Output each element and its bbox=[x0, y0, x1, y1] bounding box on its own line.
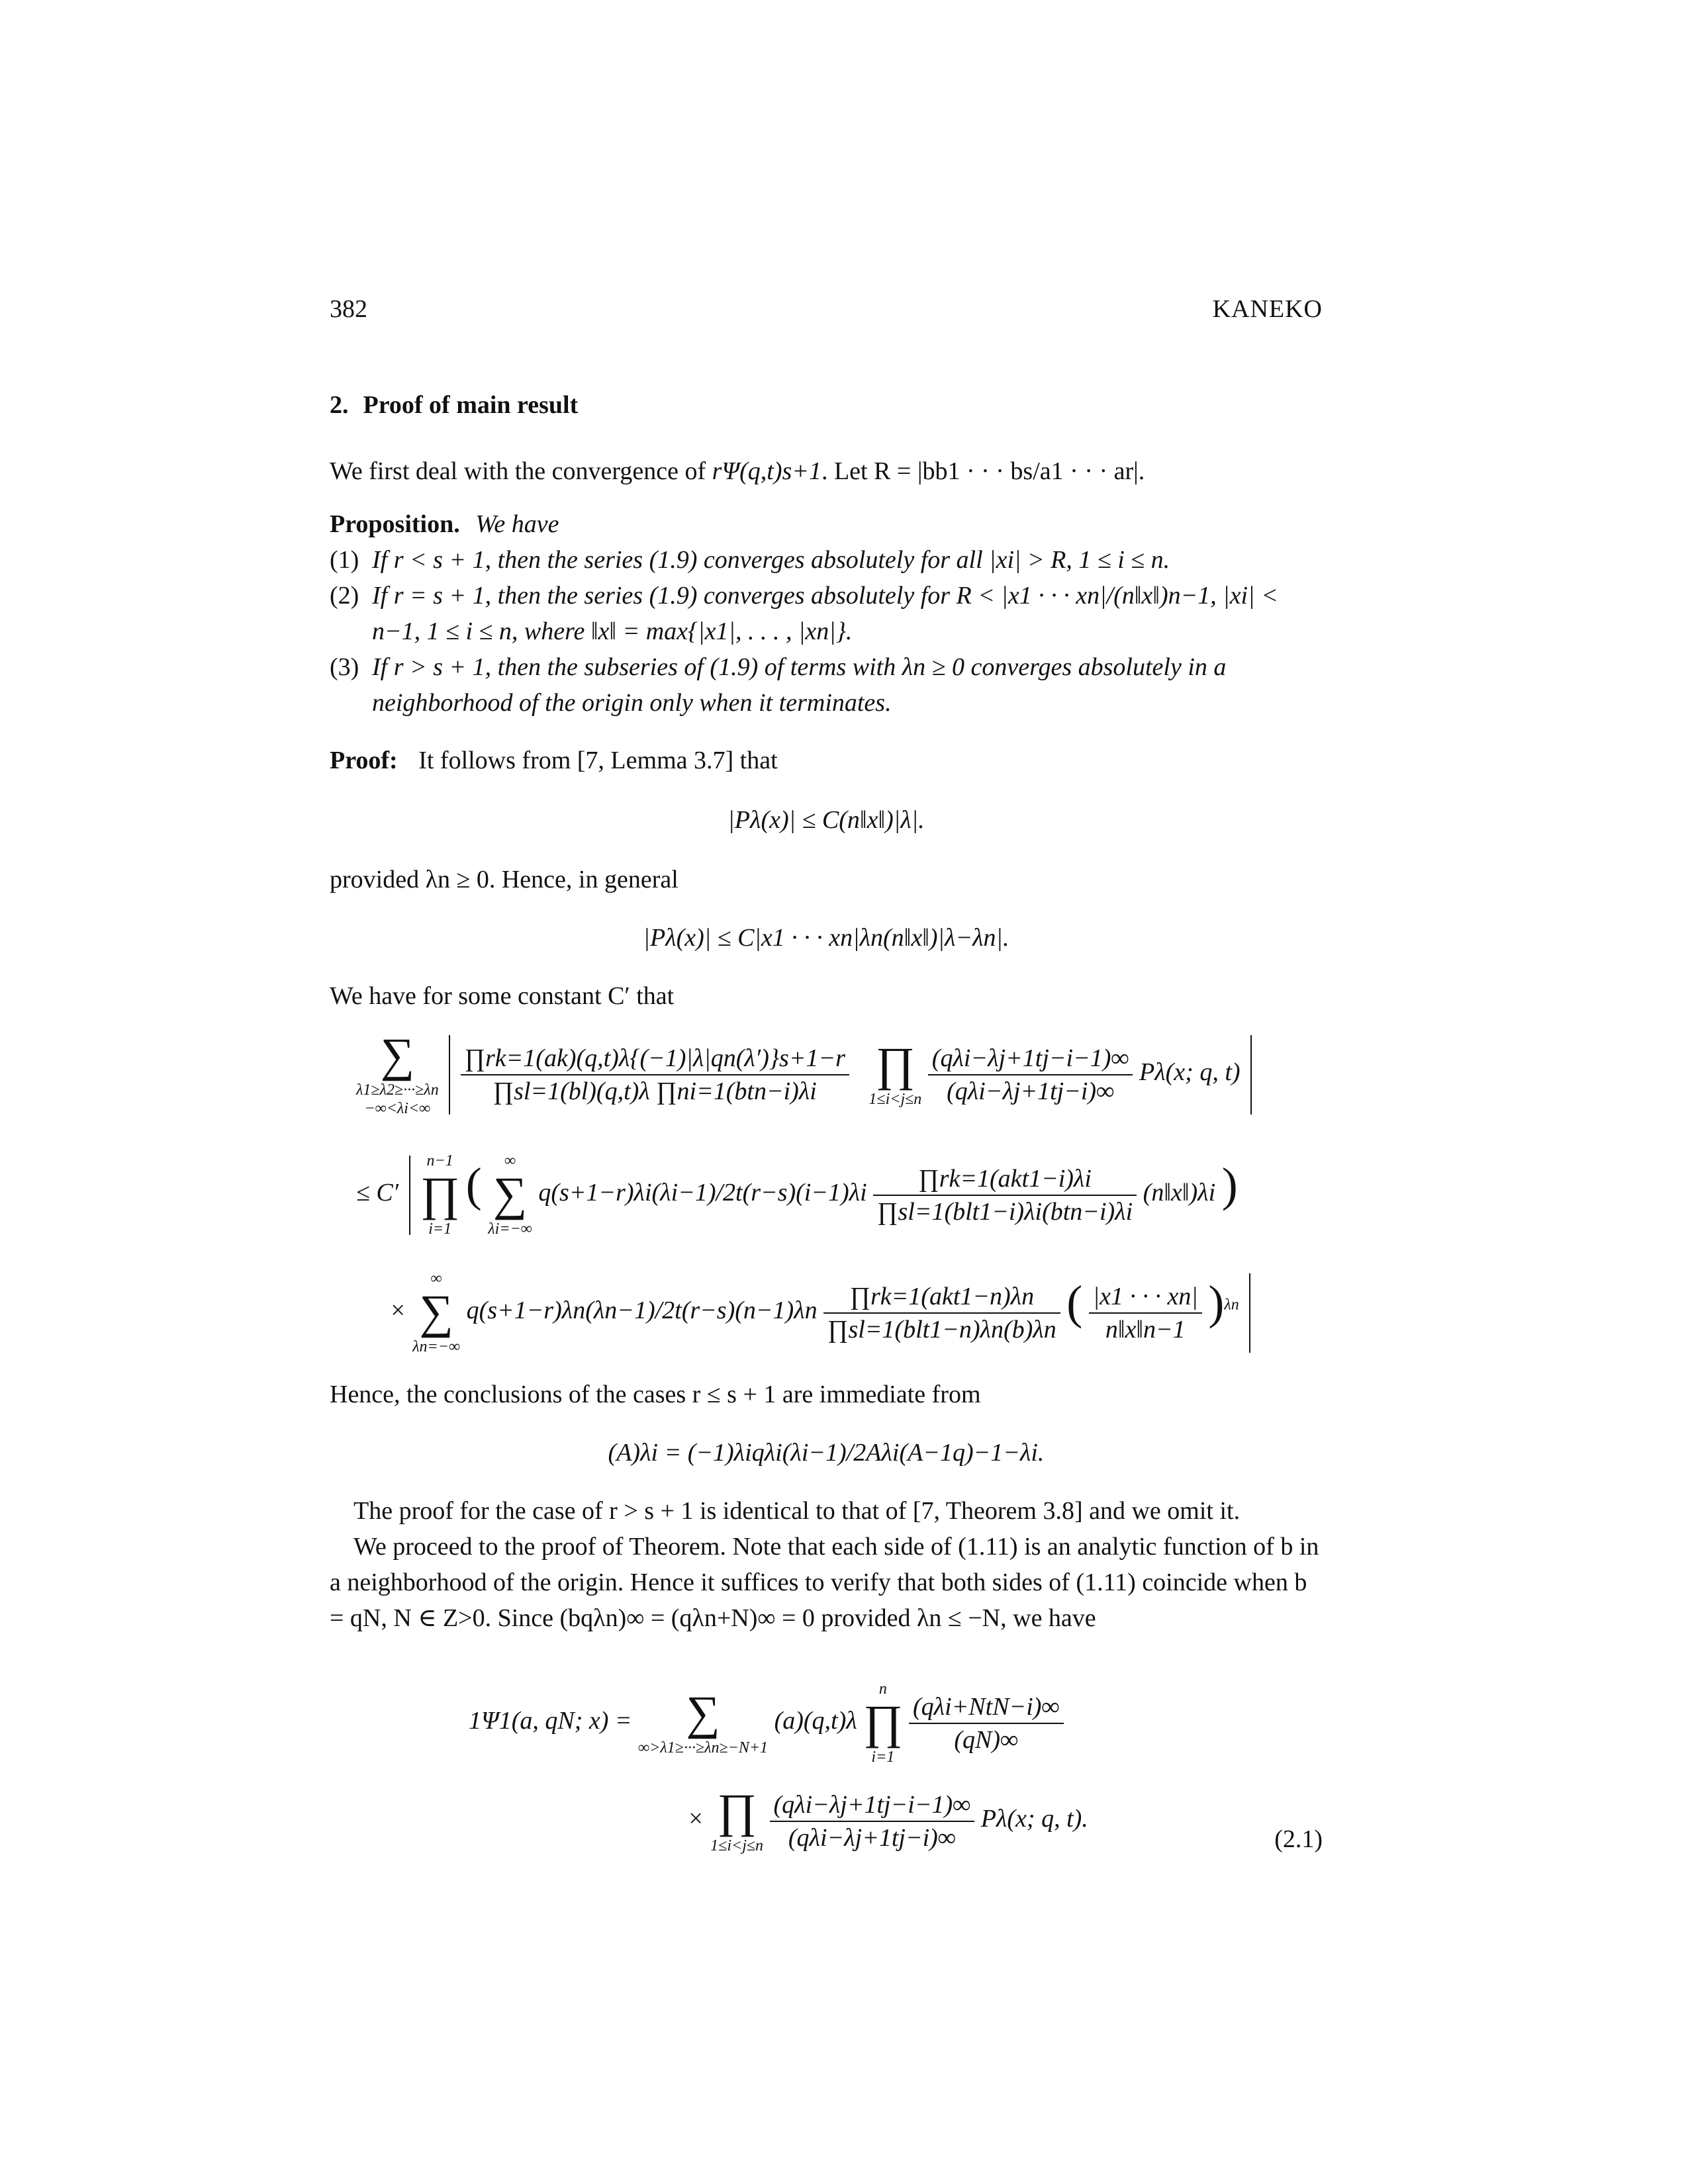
product-operator bbox=[868, 1040, 921, 1109]
product-symbol: ∏ bbox=[863, 1696, 903, 1749]
sum-operator bbox=[356, 1028, 439, 1118]
intro-paragraph bbox=[330, 453, 1323, 489]
right-paren: ) bbox=[1221, 1158, 1238, 1212]
term3-inner-denominator: n‖x‖n−1 bbox=[1105, 1315, 1186, 1343]
inequality-line-3 bbox=[389, 1269, 1323, 1356]
item-text: If r = s + 1, then the series (1.9) converges absolutely for R < |x1 · · · xn|/(n‖x‖)n−1, |xi| < n−1, 1 ≤ i ≤ n, where ‖x‖ = max{|x1|, . . . , |xn|}. bbox=[372, 582, 1278, 645]
item-text: If r > s + 1, then the subseries of (1.9) of terms with λn ≥ 0 converges absolutely in a neighborhood of the origin only when it terminates. bbox=[372, 653, 1227, 717]
product-symbol: ∏ bbox=[875, 1038, 915, 1091]
fraction-term3-inner bbox=[1089, 1281, 1202, 1345]
fraction-numerator: ∏rk=1(ak)(q,t)λ{(−1)|λ|qn(λ′)}s+1−r bbox=[461, 1042, 849, 1075]
eq4-lhs: 1Ψ1(a, qN; x) = bbox=[469, 1707, 632, 1735]
eq4-fraction-numerator: (qλi+NtN−i)∞ bbox=[909, 1691, 1064, 1724]
sum-lower-bound: ∞>λ1≥···≥λn≥−N+1 bbox=[638, 1739, 769, 1756]
sum-symbol: ∑ bbox=[492, 1167, 528, 1220]
sum-upper-bound: ∞ bbox=[504, 1152, 516, 1169]
sum-operator bbox=[412, 1269, 460, 1356]
fraction-term2 bbox=[873, 1163, 1137, 1228]
abs-bar-left bbox=[409, 1156, 410, 1235]
proposition-lead: We have bbox=[475, 510, 559, 538]
intro-text-a: We first deal with the convergence of bbox=[330, 457, 706, 485]
ratio-denominator: (qλi−λj+1tj−i)∞ bbox=[947, 1077, 1115, 1105]
left-paren: ( bbox=[465, 1158, 482, 1212]
product-lower-bound: 1≤i<j≤n bbox=[868, 1091, 922, 1108]
proof-text-4: Hence, the conclusions of the cases r ≤ s + 1 are immediate from bbox=[330, 1381, 981, 1408]
ratio-numerator: (qλi−λj+1tj−i−1)∞ bbox=[928, 1042, 1133, 1075]
product-operator bbox=[710, 1784, 764, 1855]
sum-lower-bound-2: −∞<λi<∞ bbox=[364, 1100, 431, 1117]
fraction-denominator: ∏sl=1(bl)(q,t)λ ∏ni=1(btn−i)λi bbox=[492, 1077, 817, 1105]
section-heading bbox=[330, 387, 578, 423]
fraction-term3 bbox=[823, 1281, 1060, 1345]
eq4-fraction-2-numerator: (qλi−λj+1tj−i−1)∞ bbox=[770, 1789, 975, 1822]
sum-symbol: ∑ bbox=[419, 1285, 453, 1338]
eq4-line2-lead: × bbox=[687, 1805, 704, 1833]
eq4-fraction-2-denominator: (qλi−λj+1tj−i)∞ bbox=[788, 1823, 956, 1852]
proof-text-2: provided λn ≥ 0. Hence, in general bbox=[330, 866, 679, 893]
page-number: 382 bbox=[330, 295, 367, 323]
eq4-fraction-denominator: (qN)∞ bbox=[954, 1725, 1019, 1754]
inequality-line-1 bbox=[356, 1028, 1323, 1118]
proposition-item bbox=[330, 578, 1323, 649]
equation-2-1-line-2 bbox=[687, 1784, 1323, 1855]
line2-lead: ≤ C′ bbox=[356, 1179, 399, 1207]
product-operator bbox=[863, 1680, 902, 1766]
p-lambda: Pλ(x; q, t) bbox=[1139, 1058, 1241, 1087]
product-upper-bound: n bbox=[878, 1680, 887, 1698]
item-text: If r < s + 1, then the series (1.9) converges absolutely for all |xi| > R, 1 ≤ i ≤ n. bbox=[372, 546, 1170, 574]
fraction-main bbox=[461, 1042, 849, 1107]
sum-lower-bound: λi=−∞ bbox=[488, 1220, 532, 1238]
left-paren: ( bbox=[1066, 1276, 1083, 1330]
equation-2: |Pλ(x)| ≤ C|x1 · · · xn|λn(n‖x‖)|λ−λn|. bbox=[643, 924, 1009, 952]
abs-bar-right bbox=[1249, 1273, 1250, 1353]
item-label: (3) bbox=[330, 653, 359, 681]
sum-symbol: ∑ bbox=[380, 1028, 415, 1081]
term2-denominator: ∏sl=1(blt1−i)λi(btn−i)λi bbox=[877, 1197, 1133, 1226]
product-upper-bound: n−1 bbox=[426, 1152, 453, 1169]
inequality-line-2 bbox=[356, 1152, 1323, 1238]
proof-paragraph bbox=[330, 743, 1323, 778]
product-lower-bound: 1≤i<j≤n bbox=[710, 1837, 764, 1854]
sum-symbol: ∑ bbox=[686, 1686, 720, 1739]
equation-number: (2.1) bbox=[1274, 1825, 1323, 1853]
proof-text-1: It follows from [7, Lemma 3.7] that bbox=[418, 747, 778, 774]
eq4-a-term: (a)(q,t)λ bbox=[774, 1707, 857, 1735]
proposition bbox=[330, 506, 1323, 721]
term2-numerator: ∏rk=1(akt1−i)λi bbox=[873, 1163, 1137, 1196]
right-paren: ) bbox=[1208, 1276, 1225, 1330]
sum-lower-bound: λ1≥λ2≥···≥λn bbox=[356, 1081, 439, 1099]
proof-text-3: We have for some constant C′ that bbox=[330, 982, 675, 1010]
line2-tail: (n‖x‖)λi bbox=[1143, 1179, 1216, 1207]
equation-3: (A)λi = (−1)λiqλi(λi−1)/2Aλi(A−1q)−1−λi. bbox=[608, 1439, 1045, 1467]
page-header bbox=[330, 291, 1323, 327]
item-label: (1) bbox=[330, 546, 359, 574]
eq4-fraction bbox=[909, 1691, 1064, 1756]
intro-text-b: . Let R = |bb1 · · · bs/a1 · · · ar|. bbox=[821, 457, 1145, 485]
sum-operator bbox=[488, 1152, 532, 1238]
term3-numerator: ∏rk=1(akt1−n)λn bbox=[823, 1281, 1060, 1314]
page bbox=[330, 291, 1323, 1880]
item-label: (2) bbox=[330, 582, 359, 610]
equation-1: |Pλ(x)| ≤ C(n‖x‖)|λ|. bbox=[727, 806, 925, 834]
line2-q-term: q(s+1−r)λi(λi−1)/2t(r−s)(i−1)λi bbox=[538, 1179, 867, 1207]
section-number: 2. bbox=[330, 391, 349, 419]
proof-text-5: The proof for the case of r > s + 1 is identical to that of [7, Theorem 3.8] and we omit it. bbox=[353, 1497, 1241, 1525]
proposition-item bbox=[330, 542, 1323, 578]
fraction-ratio bbox=[928, 1042, 1133, 1107]
sum-upper-bound: ∞ bbox=[430, 1270, 442, 1287]
proposition-label: Proposition. bbox=[330, 510, 460, 538]
term3-exponent: λn bbox=[1224, 1296, 1239, 1314]
line3-q-term: q(s+1−r)λn(λn−1)/2t(r−s)(n−1)λn bbox=[466, 1297, 818, 1325]
equation-2-1-line-1 bbox=[469, 1680, 1323, 1766]
product-lower-bound: i=1 bbox=[871, 1749, 895, 1766]
abs-bar-right bbox=[1250, 1035, 1252, 1115]
running-head: KANEKO bbox=[1212, 295, 1323, 323]
line3-lead: × bbox=[389, 1297, 406, 1325]
product-symbol: ∏ bbox=[717, 1784, 757, 1837]
term3-inner-numerator: |x1 · · · xn| bbox=[1089, 1281, 1202, 1314]
product-symbol: ∏ bbox=[420, 1167, 460, 1220]
proof-text-6: We proceed to the proof of Theorem. Note that each side of (1.11) is an analytic function of b in a neighborhood of the origin. Hence it suffices to verify that both sides of (1.11) coincide when b = qN, N ∈ Z>0. Since (bqλn)∞ = (qλn+N)∞ = 0 provided λn ≤ −N, we have bbox=[330, 1533, 1319, 1632]
proposition-item bbox=[330, 649, 1323, 721]
term3-denominator: ∏sl=1(blt1−n)λn(b)λn bbox=[827, 1315, 1056, 1343]
eq4-fraction-2 bbox=[770, 1789, 975, 1854]
product-lower-bound: i=1 bbox=[428, 1220, 452, 1238]
section-title: Proof of main result bbox=[363, 391, 579, 419]
psi-symbol: rΨ(q,t)s+1 bbox=[712, 457, 821, 485]
product-operator bbox=[420, 1152, 459, 1238]
abs-bar-left bbox=[449, 1035, 450, 1115]
proof-label: Proof: bbox=[330, 747, 398, 774]
sum-operator bbox=[638, 1686, 769, 1757]
eq4-tail: Pλ(x; q, t). bbox=[980, 1805, 1088, 1833]
sum-lower-bound: λn=−∞ bbox=[412, 1338, 461, 1355]
